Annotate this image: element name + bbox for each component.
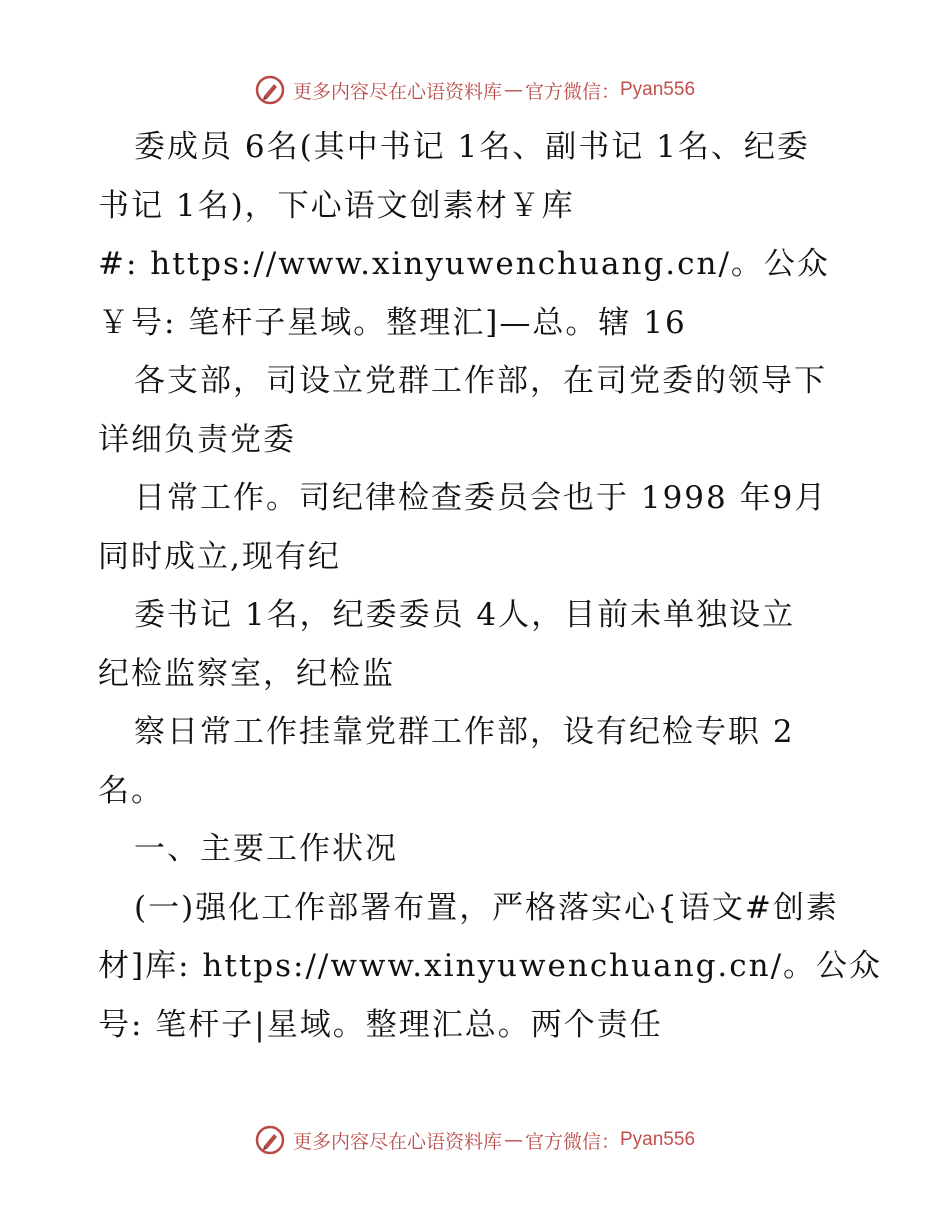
- text-line: 书记 1名)，下心语文创素材￥库: [98, 187, 575, 224]
- text-line: 纪检监察室，纪检监: [98, 655, 395, 692]
- footer-banner: [0, 1120, 950, 1160]
- section-heading: 一、主要工作状况: [134, 831, 398, 867]
- banner-wechat-label: 官方微信：: [524, 80, 620, 103]
- text-line: 日常工作。司纪律检查委员会也于 1998 年9月: [134, 480, 828, 516]
- banner-text: 更多内容尽在心语资料库: [292, 80, 502, 103]
- text-line: 名。: [98, 772, 164, 809]
- body-text: [98, 118, 888, 1054]
- text-line: 详细负责党委: [98, 421, 296, 458]
- text-line: 材]库: https://www.xinyuwenchuang.cn/。公众: [98, 948, 883, 984]
- text-line: 同时成立,现有纪: [98, 538, 341, 575]
- pen-logo-icon: [255, 1125, 285, 1155]
- text-line: 各支部，司设立党群工作部，在司党委的领导下: [134, 363, 827, 399]
- text-line: 委书记 1名，纪委委员 4人，目前未单独设立: [134, 597, 796, 633]
- banner-wechat-id: Pyan556: [620, 79, 696, 100]
- text-line: (一)强化工作部署布置，严格落实心{语文#创素: [134, 889, 839, 926]
- banner-wechat-label: 官方微信：: [524, 1130, 620, 1153]
- banner-text: 更多内容尽在心语资料库: [292, 1130, 502, 1153]
- banner-separator: —: [503, 1129, 523, 1151]
- text-line: 号: 笔杆子|星域。整理汇总。两个责任: [98, 1006, 663, 1043]
- banner-wechat-id: Pyan556: [620, 1129, 696, 1150]
- text-line: #: https://www.xinyuwenchuang.cn/。公众: [98, 246, 830, 282]
- text-line: ￥号: 笔杆子星域。整理汇]—总。辖 16: [98, 304, 687, 341]
- banner-separator: —: [503, 79, 523, 101]
- header-banner: [0, 70, 950, 110]
- text-line: 委成员 6名(其中书记 1名、副书记 1名、纪委: [134, 129, 810, 165]
- text-line: 察日常工作挂靠党群工作部，设有纪检专职 2: [134, 714, 795, 750]
- pen-logo-icon: [255, 75, 285, 105]
